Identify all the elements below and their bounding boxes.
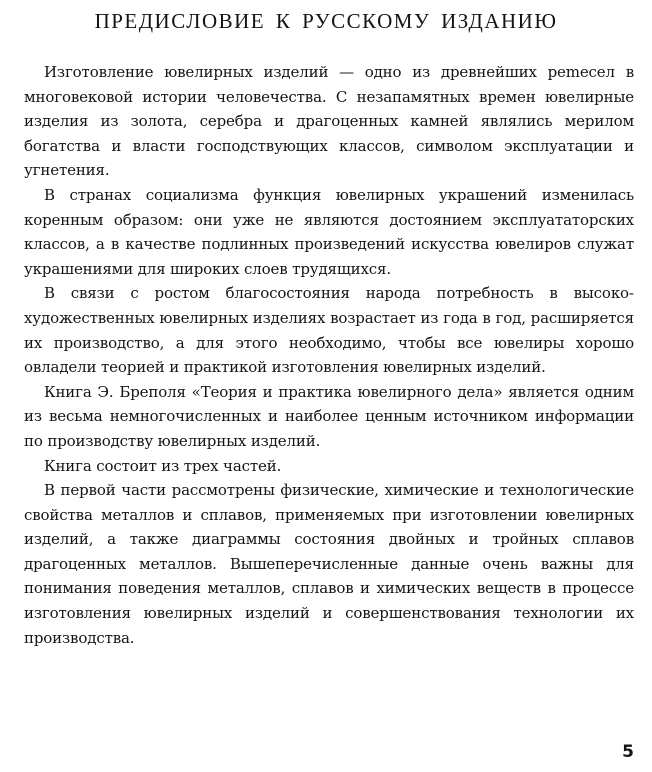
paragraph-5: Книга состоит из трех частей. — [44, 456, 282, 475]
body-text — [24, 60, 634, 650]
paragraph-4: Книга Э. Бреполя «Теория и практика ювелирного дела» является одним из весьма немногочисленных и наиболее ценным источником информации по производству ювелирных изделий. — [24, 382, 634, 450]
paragraph-3: В связи с ростом благосостояния народа потребность в высокохудожественных ювелирных изделиях возрастает из года в год, расширяется их производство, а для этого необходимо, чтобы все ювелиры хорошо овладели теорией и практикой изготовления ювелирных изделий. — [24, 284, 634, 377]
paragraph-2: В странах социализма функция ювелирных украшений изменилась коренным образом: они уже не являются достоянием эксплуататорских классов, а в качестве подлинных произведений искусства ювелиров служат украшениями для широких слоев трудящихся. — [24, 185, 634, 278]
page-number: 5 — [622, 742, 634, 762]
paragraph-1: Изготовление ювелирных изделий — одно из древнейших реmесел в многовековой истории человечества. С незапамятных времен ювелирные изделия из золота, серебра и драгоценных камней являлись мерилом богатства и власти господствующих классов, символом эксплуатации и угнетения. — [24, 63, 634, 180]
page-title: ПРЕДИСЛОВИЕ К РУССКОМУ ИЗДАНИЮ — [94, 9, 558, 33]
paragraph-6: В первой части рассмотрены физические, химические и технологические свойства металлов и сплавов, применяемых при изготовлении ювелирных изделий, а также диаграммы состояния двойных и тройных сплавов драгоценных металлов. Вышеперечисленные данные очень важны для понимания поведения металлов, сплавов и химических веществ в процессе изготовления ювелирных изделий и совершенствования технологии их производства. — [24, 481, 634, 647]
